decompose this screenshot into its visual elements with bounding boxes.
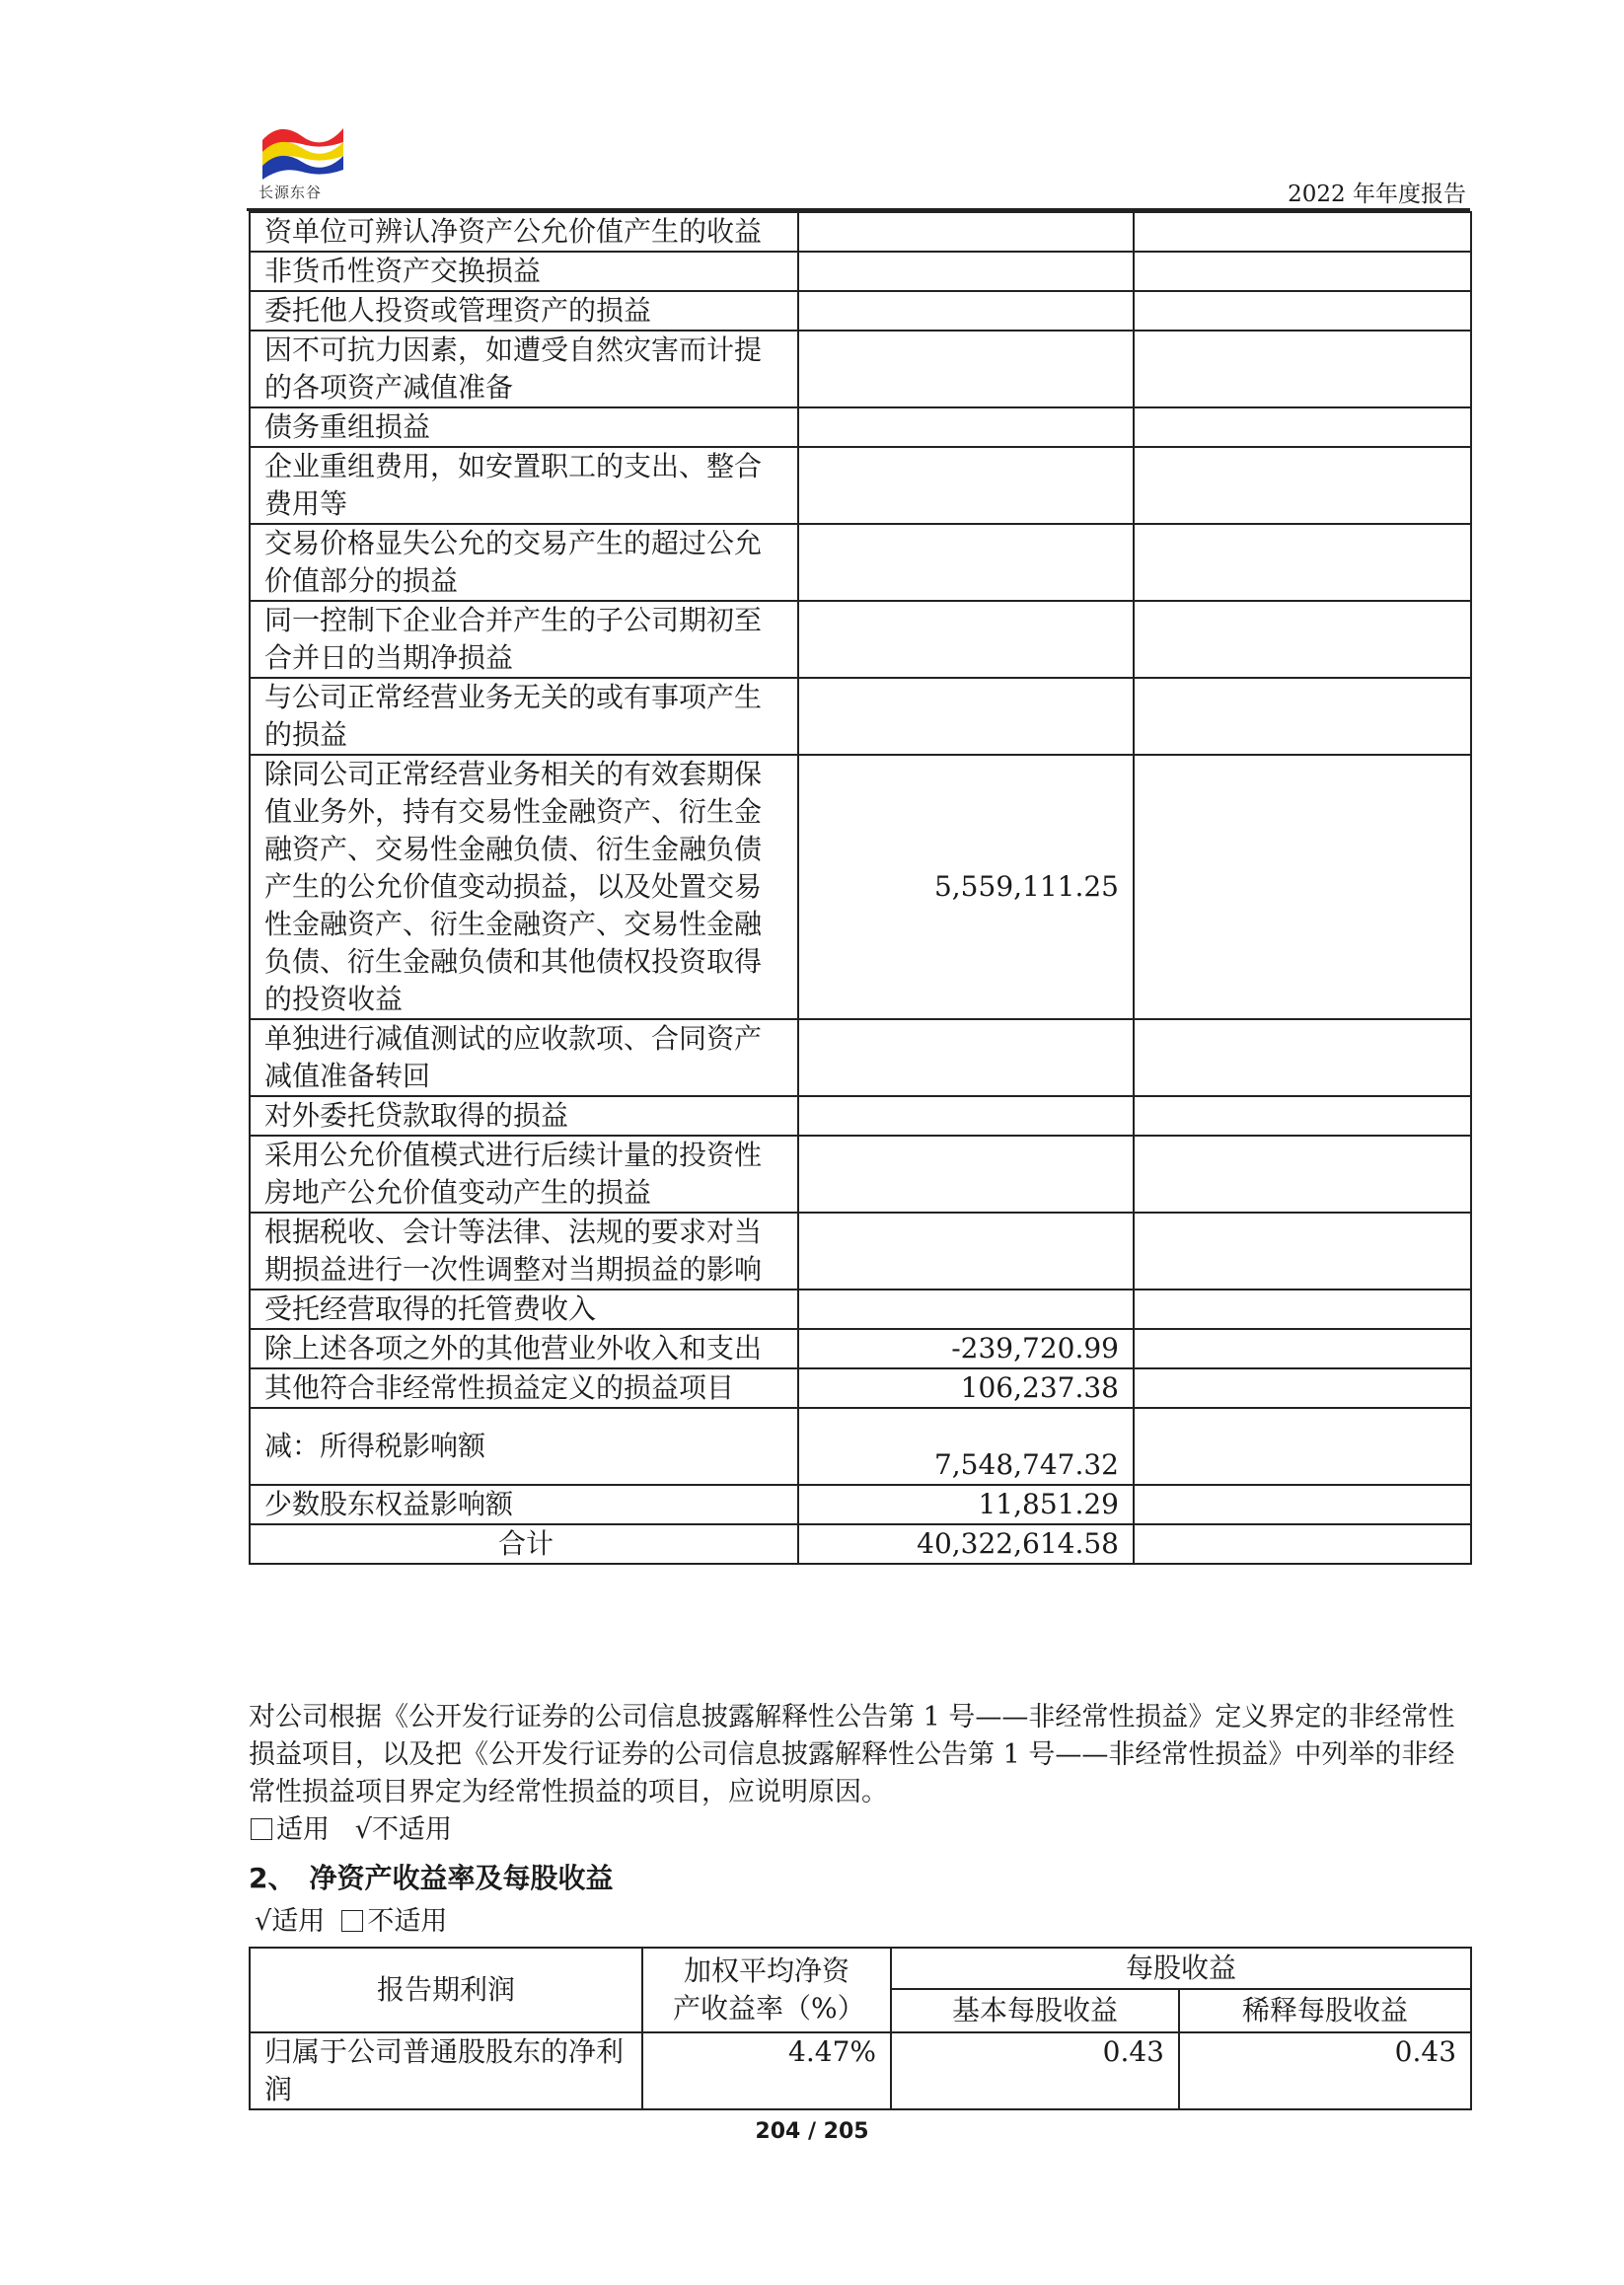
- item-amount: -239,720.99: [798, 1329, 1134, 1368]
- report-title: 2022 年年度报告: [1288, 182, 1466, 207]
- item-note: [1134, 1096, 1471, 1136]
- company-logo: [258, 116, 347, 205]
- table-row: [250, 291, 1471, 331]
- item-label: 因不可抗力因素，如遭受自然灾害而计提的各项资产减值准备: [250, 331, 798, 407]
- table-row: [250, 1408, 1471, 1485]
- item-label: 根据税收、会计等法律、法规的要求对当期损益进行一次性调整对当期损益的影响: [250, 1213, 798, 1290]
- item-label: 单独进行减值测试的应收款项、合同资产减值准备转回: [250, 1019, 798, 1096]
- item-note: [1134, 1485, 1471, 1524]
- item-label: 减：所得税影响额: [250, 1408, 798, 1485]
- item-amount: [798, 447, 1134, 524]
- item-note: [1134, 1136, 1471, 1213]
- checkbox-icon: [251, 1818, 272, 1840]
- item-note: [1134, 601, 1471, 678]
- table-row: [250, 331, 1471, 407]
- item-note: [1134, 1329, 1471, 1368]
- header-basic-eps: 基本每股收益: [891, 1989, 1179, 2032]
- total-label: 合计: [250, 1524, 798, 1564]
- table-row: [250, 252, 1471, 291]
- item-amount: [798, 524, 1134, 601]
- header-roe: 加权平均净资产收益率（%）: [642, 1948, 891, 2032]
- item-amount: [798, 1096, 1134, 1136]
- option-apply: 适用: [276, 1814, 330, 1845]
- diluted-eps-value: 0.43: [1179, 2032, 1471, 2109]
- item-note: [1134, 755, 1471, 1019]
- item-amount: [798, 331, 1134, 407]
- applicability-options-1: [251, 1811, 452, 1849]
- table-row: [250, 407, 1471, 447]
- non-recurring-items-table: [249, 211, 1472, 1565]
- item-label: 非货币性资产交换损益: [250, 252, 798, 291]
- item-label: 与公司正常经营业务无关的或有事项产生的损益: [250, 678, 798, 755]
- item-note: [1134, 1368, 1471, 1408]
- item-label: 企业重组费用，如安置职工的支出、整合费用等: [250, 447, 798, 524]
- item-label: 除上述各项之外的其他营业外收入和支出: [250, 1329, 798, 1368]
- option-not-apply: √不适用: [354, 1814, 452, 1845]
- table-row: [250, 524, 1471, 601]
- logo-wave-icon: [258, 116, 347, 182]
- item-label: 少数股东权益影响额: [250, 1485, 798, 1524]
- table-row: [250, 1329, 1471, 1368]
- item-amount: 5,559,111.25: [798, 755, 1134, 1019]
- item-amount: [798, 1213, 1134, 1290]
- table-row: [250, 1524, 1471, 1564]
- option-apply: √适用: [255, 1906, 326, 1937]
- header-profit: 报告期利润: [250, 1948, 642, 2032]
- table-row: [250, 1368, 1471, 1408]
- table-row: [250, 212, 1471, 252]
- header-eps: 每股收益: [891, 1948, 1471, 1989]
- option-not-apply: 不适用: [367, 1906, 448, 1937]
- table-row: [250, 1019, 1471, 1096]
- item-label: 交易价格显失公允的交易产生的超过公允价值部分的损益: [250, 524, 798, 601]
- table-row: [250, 1096, 1471, 1136]
- total-amount: 40,322,614.58: [798, 1524, 1134, 1564]
- item-amount: [798, 678, 1134, 755]
- table-row: [250, 2032, 1471, 2109]
- roe-value: 4.47%: [642, 2032, 891, 2109]
- item-note: [1134, 407, 1471, 447]
- table-row: [250, 601, 1471, 678]
- item-note: [1134, 447, 1471, 524]
- item-note: [1134, 1524, 1471, 1564]
- table-header-row: [250, 1948, 1471, 1989]
- checkbox-icon: [341, 1910, 363, 1932]
- table-row: [250, 755, 1471, 1019]
- item-label: 资单位可辨认净资产公允价值产生的收益: [250, 212, 798, 252]
- item-label: 债务重组损益: [250, 407, 798, 447]
- table-row: [250, 678, 1471, 755]
- header-diluted-eps: 稀释每股收益: [1179, 1989, 1471, 2032]
- item-amount: 106,237.38: [798, 1368, 1134, 1408]
- row-label: 归属于公司普通股股东的净利润: [250, 2032, 642, 2109]
- item-amount: [798, 252, 1134, 291]
- item-amount: [798, 1136, 1134, 1213]
- item-amount: 7,548,747.32: [798, 1408, 1134, 1485]
- item-note: [1134, 252, 1471, 291]
- roe-eps-table: [249, 1947, 1472, 2110]
- item-amount: [798, 1290, 1134, 1329]
- item-note: [1134, 331, 1471, 407]
- item-amount: [798, 407, 1134, 447]
- item-label: 委托他人投资或管理资产的损益: [250, 291, 798, 331]
- basic-eps-value: 0.43: [891, 2032, 1179, 2109]
- logo-text: 长源东谷: [258, 184, 323, 201]
- item-label: 同一控制下企业合并产生的子公司期初至合并日的当期净损益: [250, 601, 798, 678]
- item-label: 对外委托贷款取得的损益: [250, 1096, 798, 1136]
- item-amount: [798, 1019, 1134, 1096]
- item-note: [1134, 1290, 1471, 1329]
- item-amount: [798, 291, 1134, 331]
- table-row: [250, 1290, 1471, 1329]
- table-row: [250, 1136, 1471, 1213]
- item-label: 除同公司正常经营业务相关的有效套期保值业务外，持有交易性金融资产、衍生金融资产、交易性金融负债、衍生金融负债产生的公允价值变动损益，以及处置交易性金融资产、衍生金融资产、交易性金融负债、衍生金融负债和其他债权投资取得的投资收益: [250, 755, 798, 1019]
- item-note: [1134, 678, 1471, 755]
- section-title: 2、 净资产收益率及每股收益: [249, 1862, 614, 1894]
- item-note: [1134, 291, 1471, 331]
- item-label: 其他符合非经常性损益定义的损益项目: [250, 1368, 798, 1408]
- table-row: [250, 1485, 1471, 1524]
- item-amount: 11,851.29: [798, 1485, 1134, 1524]
- item-note: [1134, 1019, 1471, 1096]
- item-label: 受托经营取得的托管费收入: [250, 1290, 798, 1329]
- explanation-paragraph: 对公司根据《公开发行证券的公司信息披露解释性公告第 1 号——非经常性损益》定义界定的非经常性损益项目，以及把《公开发行证券的公司信息披露解释性公告第 1 号——非经常性损益》中列举的非经常性损益项目界定为经常性损益的项目，应说明原因。: [249, 1702, 1455, 1807]
- item-note: [1134, 1213, 1471, 1290]
- item-amount: [798, 601, 1134, 678]
- item-amount: [798, 212, 1134, 252]
- table-row: [250, 447, 1471, 524]
- table-row: [250, 1213, 1471, 1290]
- item-label: 采用公允价值模式进行后续计量的投资性房地产公允价值变动产生的损益: [250, 1136, 798, 1213]
- item-note: [1134, 524, 1471, 601]
- applicability-options-2: [255, 1903, 447, 1941]
- item-note: [1134, 212, 1471, 252]
- item-note: [1134, 1408, 1471, 1485]
- page-number: 204 / 205: [755, 2119, 869, 2144]
